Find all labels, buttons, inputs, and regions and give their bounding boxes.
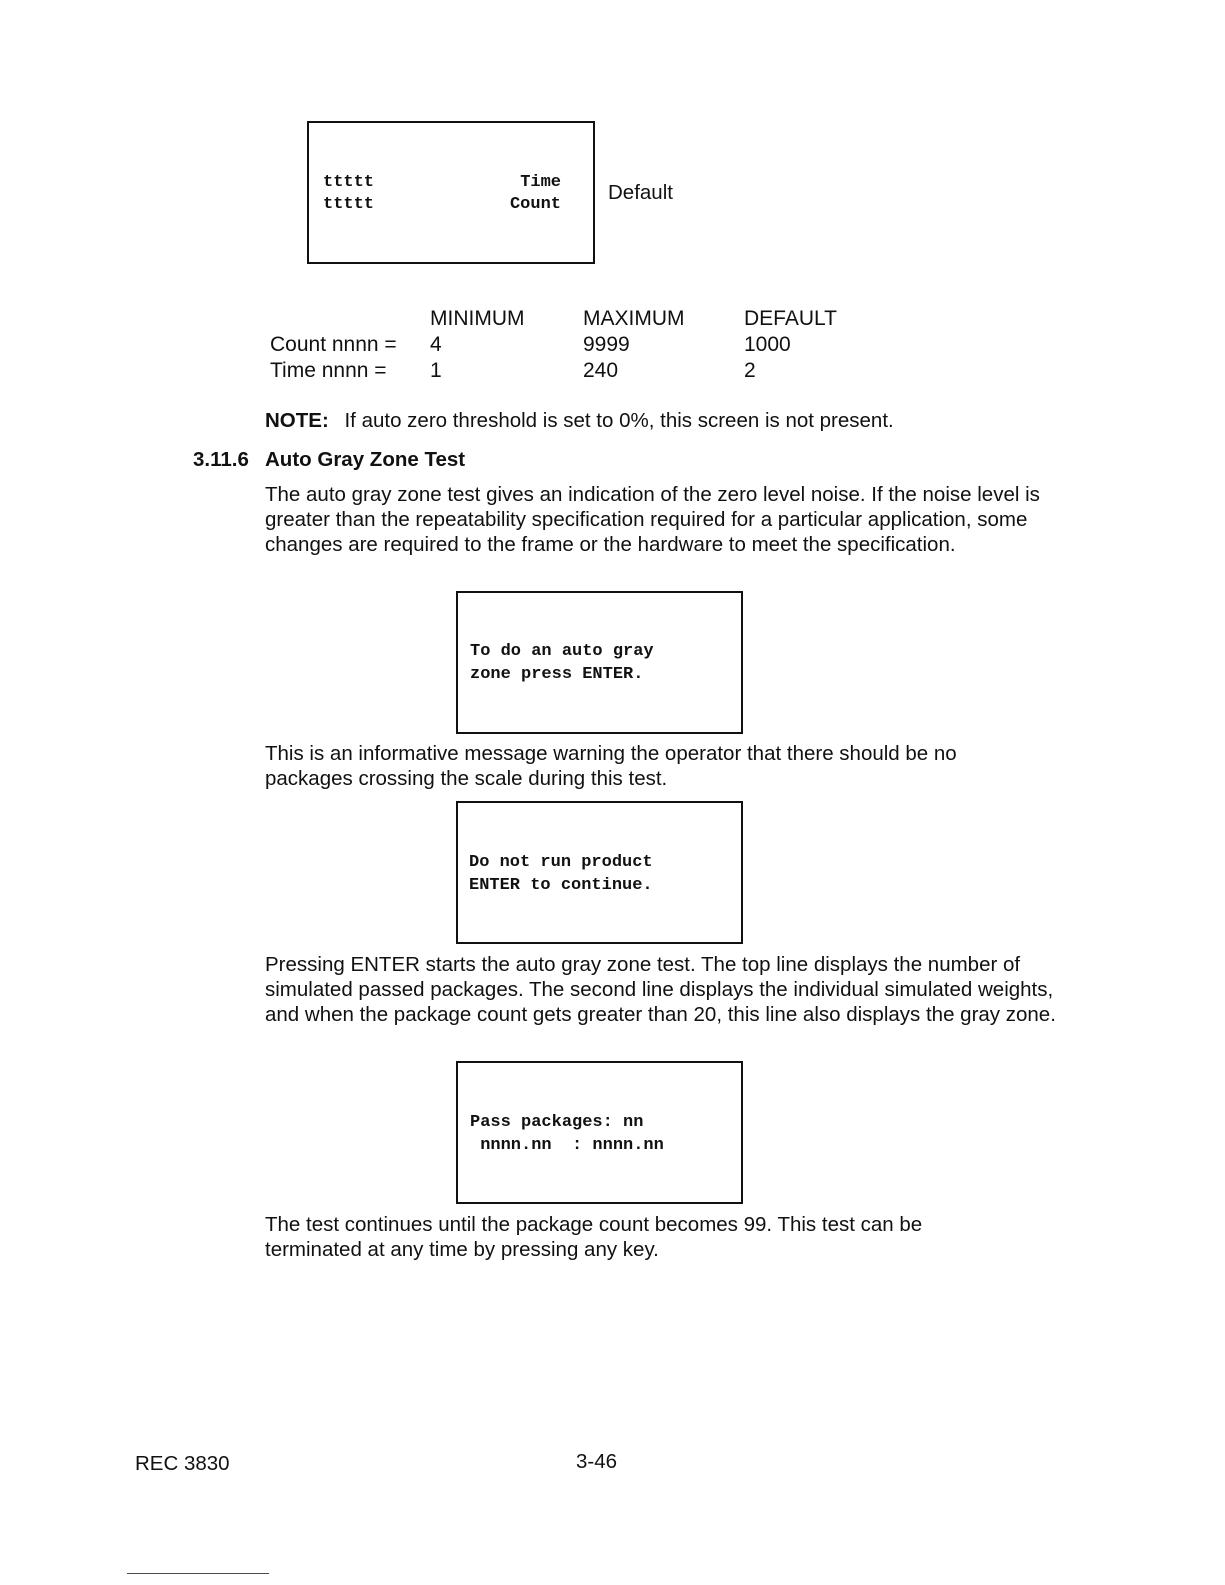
screen4-line2: nnnn.nn : nnnn.nn (470, 1136, 664, 1155)
default-label: Default (608, 181, 673, 204)
screen2-line1: To do an auto gray (470, 642, 654, 661)
note-label: NOTE: (265, 409, 329, 432)
paragraph-intro: The auto gray zone test gives an indication of the zero level noise. If the noise level is greater than the repeatability specification required for a particular application, some changes are required to the frame or the hardware to meet the specification. (265, 483, 1040, 556)
note (265, 408, 894, 433)
lcd-screen-pass-packages (456, 1061, 743, 1204)
lcd-screen-auto-gray-prompt (456, 591, 743, 734)
row-time-label: Time nnnn = (270, 359, 387, 382)
screen1-line2-left: ttttt (323, 195, 375, 214)
screen2-line2: zone press ENTER. (470, 665, 644, 684)
screen3-line2: ENTER to continue. (469, 876, 653, 895)
screen1-line1-left: ttttt (323, 173, 375, 192)
row-count-min: 4 (430, 333, 442, 356)
row-time-default: 2 (744, 359, 756, 382)
header-maximum: MAXIMUM (583, 307, 685, 330)
header-default: DEFAULT (744, 307, 837, 330)
footer-doc-id: REC 3830 (135, 1452, 230, 1475)
paragraph-test-start: Pressing ENTER starts the auto gray zone test. The top line displays the number of simulated passed packages. The second line displays the individual simulated weights, and when the package count gets greater than 20, this line also displays the gray zone. (265, 953, 1056, 1026)
row-count-default: 1000 (744, 333, 791, 356)
screen1-line2-right: Count (509, 195, 561, 214)
row-time-max: 240 (583, 359, 619, 382)
footer-page-number: 3-46 (576, 1450, 618, 1473)
row-count-max: 9999 (583, 333, 630, 356)
row-time-min: 1 (430, 359, 442, 382)
screen3-line1: Do not run product (469, 853, 653, 872)
section-title: Auto Gray Zone Test (265, 448, 466, 471)
row-count-label: Count nnnn = (270, 333, 397, 356)
paragraph-warning: This is an informative message warning the operator that there should be no packages crossing the scale during this test. (265, 742, 957, 790)
paragraph-test-end: The test continues until the package count becomes 99. This test can be terminated at any time by pressing any key. (265, 1213, 923, 1261)
section-number: 3.11.6 (193, 448, 249, 471)
screen4-line1: Pass packages: nn (470, 1113, 644, 1132)
lcd-screen-do-not-run (456, 801, 743, 944)
header-minimum: MINIMUM (430, 307, 525, 330)
footer-link-underline (127, 1573, 269, 1574)
note-text: If auto zero threshold is set to 0%, this screen is not present. (344, 409, 894, 432)
lcd-screen-time-count (307, 121, 595, 264)
screen1-line1-right: Time (520, 173, 561, 192)
